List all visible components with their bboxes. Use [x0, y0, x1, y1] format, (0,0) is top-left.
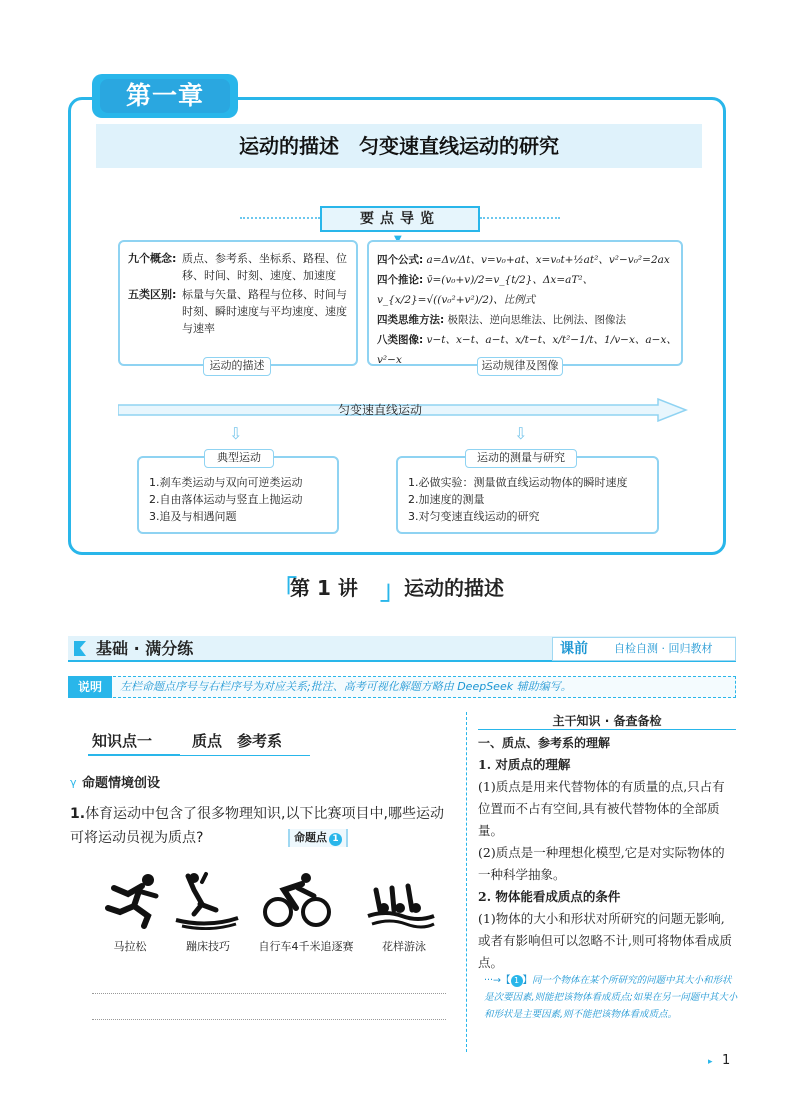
- note-label: 说明: [68, 676, 112, 698]
- rc-point-1-1: (1)质点是用来代替物体的有质量的点,只占有位置而不占有空间,具有被代替物体的全部质量。: [478, 779, 725, 838]
- rc-point-1-2: (2)质点是一种理想化模型,它是对实际物体的一种科学抽象。: [478, 845, 725, 882]
- down-arrow-right-icon: ⇩: [514, 424, 528, 443]
- concepts-panel: [118, 240, 358, 366]
- page-number: 1: [722, 1053, 731, 1068]
- right-panel-caption: 运动规律及图像: [477, 357, 563, 376]
- main-arrow-label: 匀变速直线运动: [337, 403, 422, 417]
- left-panel-caption: 运动的描述: [203, 357, 271, 376]
- answer-line-1[interactable]: [92, 993, 446, 994]
- sport-label-marathon: 马拉松: [113, 940, 147, 953]
- lecture-number: 第 1 讲: [290, 576, 358, 600]
- rc-point-2-1: (1)物体的大小和形状对所研究的问题无影响,或者有影响但可以忽略不计,则可将物体看成质点。: [478, 911, 732, 970]
- diff-text: 标量与矢量、路程与位移、时间与时刻、瞬时速度与平均速度、速度与速率: [182, 288, 347, 335]
- sport-label-swimming: 花样游泳: [382, 940, 426, 953]
- sport-label-cycling: 自行车4千米追逐赛: [258, 940, 354, 953]
- diff-label: 五类区别:: [128, 288, 177, 301]
- scene-mark-icon: γ: [70, 776, 77, 789]
- answer-line-2[interactable]: [92, 1019, 446, 1020]
- graphs-text: v−t、x−t、a−t、x/t−t、x/t²−1/t、1/v−x、a−x、v²−x: [377, 334, 677, 366]
- question-tag-label: 命题点: [294, 831, 327, 844]
- rc-point-2: 2. 物体能看成质点的条件: [478, 889, 621, 904]
- right-column-title: 主干知识 · 备查备检: [552, 714, 662, 728]
- guide-dotted-right: [480, 217, 560, 219]
- methods-text: 极限法、逆向思维法、比例法、图像法: [447, 314, 627, 326]
- question-text: 体育运动中包含了很多物理知识,以下比赛项目中,哪些运动可将运动员视为质点?: [70, 806, 444, 846]
- trampoline-icon: [172, 870, 242, 930]
- cycling-icon: [262, 870, 332, 930]
- typical-item-3: 3.追及与相遇问题: [149, 510, 237, 523]
- page-arrow-icon: ▸: [708, 1057, 713, 1067]
- right-column-rule: [478, 729, 736, 730]
- concepts-label: 九个概念:: [128, 252, 177, 265]
- corollaries-text: v̄=(v₀+v)/2=v_{t/2}、Δx=aT²、v_{x/2}=√((v₀²+v²)/2)、比例式: [377, 274, 594, 306]
- lecture-bracket-left: 「: [271, 576, 298, 606]
- knowledge-underline: [180, 755, 310, 756]
- lecture-bracket-right: 」: [380, 576, 407, 606]
- question-tag-number: 1: [329, 833, 342, 846]
- formulas-panel: [367, 240, 683, 366]
- methods-label: 四类思维方法:: [377, 314, 445, 326]
- annotation-number: 1: [511, 975, 523, 987]
- section-title: 基础 · 满分练: [96, 639, 194, 658]
- question-tag: [288, 829, 348, 847]
- down-arrow-left-icon: ⇩: [229, 424, 243, 443]
- guide-title: 要点导览: [320, 206, 480, 232]
- note-text: 左栏命题点序号与右栏序号为对应关系;批注、高考可视化解题方略由 DeepSeek 辅助编写。: [120, 680, 572, 693]
- question-number: 1.: [70, 806, 86, 822]
- graphs-label: 八类图像:: [377, 334, 424, 346]
- typical-motion-caption: 典型运动: [204, 449, 274, 468]
- column-divider: [466, 712, 467, 1052]
- scene-title: 命题情境创设: [82, 776, 161, 791]
- measurement-item-3: 3.对匀变速直线运动的研究: [408, 510, 540, 523]
- concepts-text: 质点、参考系、坐标系、路程、位移、时间、时刻、速度、加速度: [182, 252, 347, 282]
- section-subtitle: 自检自测 · 回归教材: [614, 642, 713, 655]
- synchronized-swimming-icon: [366, 870, 436, 930]
- flag-icon: [70, 636, 88, 662]
- right-column-body: [478, 754, 736, 974]
- corollaries-label: 四个推论:: [377, 274, 424, 286]
- measurement-item-1: 1.必做实验：测量做直线运动物体的瞬时速度: [408, 476, 628, 489]
- rc-point-1: 1. 对质点的理解: [478, 757, 571, 772]
- formulas-label: 四个公式:: [377, 254, 424, 266]
- knowledge-label: 知识点一: [92, 732, 153, 750]
- annotation-text: 同一个物体在某个所研究的问题中其大小和形状是次要因素,则能把该物体看成质点;如果在另一问题中其大小和形状是主要因素,则不能把该物体看成质点。: [484, 975, 738, 1020]
- annotation-note: ···→【 1 】同一个物体在某个所研究的问题中其大小和形状是次要因素,则能把该物体看成质点;如果在另一问题中其大小和形状是主要因素,则不能把该物体看成质点。: [484, 975, 738, 1020]
- chapter-tab: 第一章: [100, 79, 230, 113]
- measurement-caption: 运动的测量与研究: [465, 449, 577, 468]
- question-1: [70, 802, 454, 850]
- lecture-title: 运动的描述: [404, 576, 504, 600]
- measurement-item-2: 2.加速度的测量: [408, 493, 485, 506]
- section-pre-class: 课前: [560, 641, 588, 657]
- marathon-icon: [100, 870, 170, 930]
- right-column-subtitle: 一、质点、参考系的理解: [478, 736, 611, 750]
- typical-item-2: 2.自由落体运动与竖直上抛运动: [149, 493, 303, 506]
- chapter-title: 运动的描述 匀变速直线运动的研究: [239, 134, 559, 158]
- sport-label-trampoline: 蹦床技巧: [186, 940, 230, 953]
- formulas-text: a=Δv/Δt、v=v₀+at、x=v₀t+½at²、v²−v₀²=2ax: [426, 254, 670, 266]
- knowledge-title: 质点 参考系: [192, 732, 283, 750]
- guide-dotted-left: [240, 217, 320, 219]
- typical-item-1: 1.刹车类运动与双向可逆类运动: [149, 476, 303, 489]
